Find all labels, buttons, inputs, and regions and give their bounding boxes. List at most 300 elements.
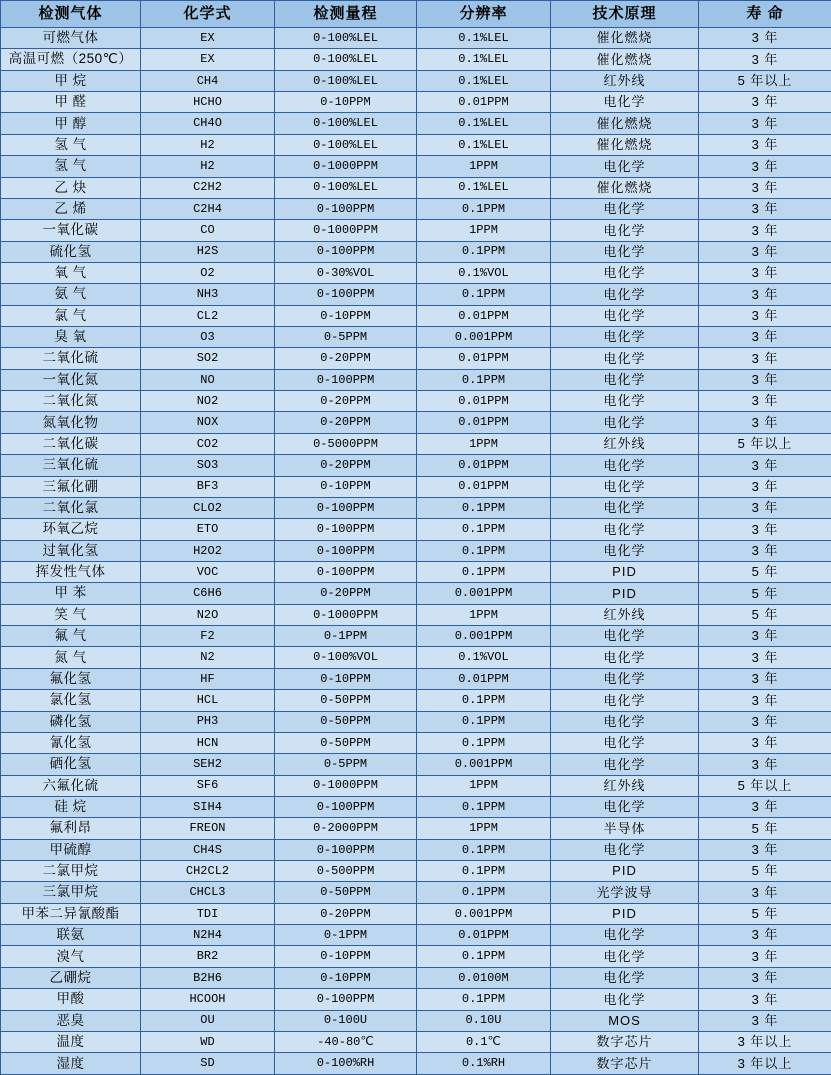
cell-formula: WD	[141, 1031, 275, 1052]
cell-formula: C6H6	[141, 583, 275, 604]
cell-gas: 氟化氢	[1, 668, 141, 689]
cell-formula: CHCL3	[141, 882, 275, 903]
cell-range: 0-100PPM	[275, 497, 417, 518]
cell-gas: 磷化氢	[1, 711, 141, 732]
cell-resolution: 0.1%LEL	[417, 70, 551, 91]
cell-life: 3 年	[699, 882, 831, 903]
table-row	[1, 262, 831, 283]
table-header	[1, 1, 831, 28]
cell-resolution: 0.01PPM	[417, 412, 551, 433]
table-row	[1, 519, 831, 540]
table-row	[1, 561, 831, 582]
cell-range: 0-100U	[275, 1010, 417, 1031]
cell-gas: 温度	[1, 1031, 141, 1052]
cell-formula: C2H4	[141, 198, 275, 219]
cell-gas: 乙 烯	[1, 198, 141, 219]
cell-gas: 二氧化氯	[1, 497, 141, 518]
cell-life: 3 年	[699, 668, 831, 689]
cell-range: 0-1000PPM	[275, 156, 417, 177]
cell-principle: 数字芯片	[551, 1031, 699, 1052]
cell-resolution: 0.1PPM	[417, 796, 551, 817]
cell-range: 0-20PPM	[275, 391, 417, 412]
cell-gas: 一氧化碳	[1, 220, 141, 241]
cell-range: 0-10PPM	[275, 967, 417, 988]
cell-life: 3 年	[699, 732, 831, 753]
cell-life: 3 年	[699, 647, 831, 668]
cell-principle: 电化学	[551, 754, 699, 775]
cell-life: 3 年	[699, 412, 831, 433]
cell-principle: 电化学	[551, 647, 699, 668]
cell-formula: CO2	[141, 433, 275, 454]
cell-resolution: 0.1PPM	[417, 946, 551, 967]
cell-range: 0-1PPM	[275, 626, 417, 647]
table-row	[1, 348, 831, 369]
cell-gas: 二氯甲烷	[1, 861, 141, 882]
cell-formula: CH4	[141, 70, 275, 91]
cell-resolution: 1PPM	[417, 818, 551, 839]
table-row	[1, 28, 831, 49]
cell-formula: C2H2	[141, 177, 275, 198]
cell-life: 3 年	[699, 711, 831, 732]
cell-formula: SO2	[141, 348, 275, 369]
table-header-row	[1, 1, 831, 28]
table-row	[1, 327, 831, 348]
cell-resolution: 0.001PPM	[417, 754, 551, 775]
cell-range: 0-10PPM	[275, 946, 417, 967]
cell-life: 3 年以上	[699, 1053, 831, 1075]
cell-resolution: 0.1PPM	[417, 284, 551, 305]
cell-gas: 氨 气	[1, 284, 141, 305]
cell-life: 3 年以上	[699, 1031, 831, 1052]
cell-principle: 红外线	[551, 604, 699, 625]
cell-range: 0-50PPM	[275, 711, 417, 732]
cell-life: 3 年	[699, 497, 831, 518]
cell-range: 0-5PPM	[275, 754, 417, 775]
table-row	[1, 476, 831, 497]
cell-resolution: 0.001PPM	[417, 626, 551, 647]
cell-formula: SF6	[141, 775, 275, 796]
cell-range: 0-100%LEL	[275, 177, 417, 198]
table-row	[1, 1010, 831, 1031]
cell-resolution: 0.001PPM	[417, 583, 551, 604]
cell-range: 0-100%LEL	[275, 70, 417, 91]
cell-resolution: 0.1PPM	[417, 540, 551, 561]
cell-life: 3 年	[699, 1010, 831, 1031]
table-row	[1, 583, 831, 604]
column-header-resolution: 分辨率	[417, 1, 551, 28]
cell-life: 5 年	[699, 861, 831, 882]
cell-life: 3 年	[699, 49, 831, 70]
cell-gas: 氯 气	[1, 305, 141, 326]
cell-formula: F2	[141, 626, 275, 647]
cell-gas: 过氧化氢	[1, 540, 141, 561]
cell-formula: BR2	[141, 946, 275, 967]
cell-range: 0-1000PPM	[275, 220, 417, 241]
cell-life: 3 年	[699, 241, 831, 262]
cell-principle: 电化学	[551, 198, 699, 219]
cell-principle: 电化学	[551, 925, 699, 946]
cell-resolution: 0.1%RH	[417, 1053, 551, 1075]
cell-resolution: 0.1PPM	[417, 241, 551, 262]
cell-life: 3 年	[699, 134, 831, 155]
cell-formula: H2O2	[141, 540, 275, 561]
cell-resolution: 0.01PPM	[417, 348, 551, 369]
cell-life: 3 年	[699, 519, 831, 540]
table-row	[1, 839, 831, 860]
cell-gas: 笑 气	[1, 604, 141, 625]
cell-formula: HF	[141, 668, 275, 689]
cell-formula: SD	[141, 1053, 275, 1075]
cell-principle: 催化燃烧	[551, 113, 699, 134]
table-row	[1, 925, 831, 946]
cell-range: 0-20PPM	[275, 348, 417, 369]
cell-life: 3 年	[699, 284, 831, 305]
cell-range: 0-100PPM	[275, 284, 417, 305]
cell-principle: 电化学	[551, 220, 699, 241]
table-body	[1, 28, 831, 1075]
table-row	[1, 861, 831, 882]
cell-life: 3 年	[699, 989, 831, 1010]
cell-resolution: 1PPM	[417, 604, 551, 625]
table-row	[1, 775, 831, 796]
table-row	[1, 177, 831, 198]
cell-range: 0-10PPM	[275, 92, 417, 113]
cell-life: 3 年	[699, 796, 831, 817]
cell-formula: H2	[141, 156, 275, 177]
cell-formula: B2H6	[141, 967, 275, 988]
cell-range: 0-100PPM	[275, 796, 417, 817]
cell-principle: 电化学	[551, 839, 699, 860]
cell-principle: PID	[551, 583, 699, 604]
cell-life: 3 年	[699, 327, 831, 348]
cell-resolution: 0.1PPM	[417, 989, 551, 1010]
table-row	[1, 946, 831, 967]
cell-resolution: 1PPM	[417, 433, 551, 454]
cell-formula: VOC	[141, 561, 275, 582]
cell-principle: PID	[551, 903, 699, 924]
table-row	[1, 412, 831, 433]
table-row	[1, 198, 831, 219]
cell-gas: 氢 气	[1, 134, 141, 155]
cell-resolution: 0.1PPM	[417, 732, 551, 753]
cell-range: 0-100PPM	[275, 519, 417, 540]
table-row	[1, 540, 831, 561]
cell-gas: 氧 气	[1, 262, 141, 283]
table-row	[1, 70, 831, 91]
cell-principle: 电化学	[551, 284, 699, 305]
cell-life: 3 年	[699, 455, 831, 476]
cell-gas: 环氧乙烷	[1, 519, 141, 540]
cell-range: 0-100%LEL	[275, 49, 417, 70]
cell-formula: EX	[141, 28, 275, 49]
cell-gas: 三氧化硫	[1, 455, 141, 476]
cell-principle: 电化学	[551, 412, 699, 433]
cell-resolution: 0.1PPM	[417, 519, 551, 540]
cell-life: 3 年	[699, 220, 831, 241]
cell-formula: SO3	[141, 455, 275, 476]
cell-principle: 电化学	[551, 626, 699, 647]
cell-range: 0-100PPM	[275, 839, 417, 860]
column-header-gas: 检测气体	[1, 1, 141, 28]
cell-gas: 甲酸	[1, 989, 141, 1010]
cell-resolution: 0.1PPM	[417, 497, 551, 518]
cell-range: 0-50PPM	[275, 882, 417, 903]
cell-formula: ETO	[141, 519, 275, 540]
table-row	[1, 818, 831, 839]
table-row	[1, 92, 831, 113]
cell-range: 0-1PPM	[275, 925, 417, 946]
table-row	[1, 796, 831, 817]
cell-life: 5 年	[699, 903, 831, 924]
cell-resolution: 0.0100M	[417, 967, 551, 988]
cell-life: 3 年	[699, 305, 831, 326]
cell-formula: N2H4	[141, 925, 275, 946]
cell-gas: 臭 氧	[1, 327, 141, 348]
cell-range: 0-100PPM	[275, 369, 417, 390]
cell-gas: 氰化氢	[1, 732, 141, 753]
cell-principle: 红外线	[551, 70, 699, 91]
cell-range: 0-5PPM	[275, 327, 417, 348]
cell-formula: N2	[141, 647, 275, 668]
cell-principle: MOS	[551, 1010, 699, 1031]
cell-life: 3 年	[699, 348, 831, 369]
cell-formula: NO2	[141, 391, 275, 412]
cell-life: 5 年	[699, 818, 831, 839]
cell-resolution: 0.1℃	[417, 1031, 551, 1052]
cell-principle: 催化燃烧	[551, 28, 699, 49]
cell-range: 0-20PPM	[275, 412, 417, 433]
cell-principle: 电化学	[551, 241, 699, 262]
table-row	[1, 433, 831, 454]
table-row	[1, 882, 831, 903]
cell-gas: 一氧化氮	[1, 369, 141, 390]
cell-resolution: 0.1%VOL	[417, 647, 551, 668]
cell-gas: 挥发性气体	[1, 561, 141, 582]
cell-life: 3 年	[699, 28, 831, 49]
table-row	[1, 49, 831, 70]
cell-gas: 六氟化硫	[1, 775, 141, 796]
table-row	[1, 497, 831, 518]
cell-formula: HCN	[141, 732, 275, 753]
cell-principle: 催化燃烧	[551, 134, 699, 155]
cell-formula: TDI	[141, 903, 275, 924]
cell-range: 0-30%VOL	[275, 262, 417, 283]
cell-principle: 红外线	[551, 775, 699, 796]
cell-gas: 氢 气	[1, 156, 141, 177]
cell-principle: 电化学	[551, 391, 699, 412]
cell-resolution: 0.1%LEL	[417, 28, 551, 49]
cell-range: 0-5000PPM	[275, 433, 417, 454]
cell-principle: 电化学	[551, 497, 699, 518]
cell-gas: 氟利昂	[1, 818, 141, 839]
column-header-principle: 技术原理	[551, 1, 699, 28]
table-row	[1, 241, 831, 262]
cell-range: 0-100%LEL	[275, 28, 417, 49]
cell-resolution: 0.1PPM	[417, 839, 551, 860]
cell-gas: 氮 气	[1, 647, 141, 668]
cell-range: 0-100PPM	[275, 561, 417, 582]
cell-range: 0-20PPM	[275, 455, 417, 476]
cell-gas: 湿度	[1, 1053, 141, 1075]
cell-range: 0-100%LEL	[275, 113, 417, 134]
cell-formula: CLO2	[141, 497, 275, 518]
cell-formula: HCL	[141, 690, 275, 711]
cell-resolution: 0.01PPM	[417, 668, 551, 689]
table-row	[1, 391, 831, 412]
cell-range: 0-10PPM	[275, 305, 417, 326]
cell-principle: 催化燃烧	[551, 177, 699, 198]
cell-life: 3 年	[699, 156, 831, 177]
cell-formula: N2O	[141, 604, 275, 625]
cell-resolution: 1PPM	[417, 220, 551, 241]
cell-life: 3 年	[699, 540, 831, 561]
column-header-range: 检测量程	[275, 1, 417, 28]
cell-resolution: 0.10U	[417, 1010, 551, 1031]
table-row	[1, 1053, 831, 1075]
cell-range: 0-100PPM	[275, 198, 417, 219]
cell-life: 3 年	[699, 690, 831, 711]
table-row	[1, 284, 831, 305]
cell-life: 3 年	[699, 839, 831, 860]
cell-life: 3 年	[699, 369, 831, 390]
cell-life: 3 年	[699, 113, 831, 134]
table-row	[1, 220, 831, 241]
cell-resolution: 0.1PPM	[417, 369, 551, 390]
cell-life: 5 年以上	[699, 70, 831, 91]
cell-formula: CH4O	[141, 113, 275, 134]
cell-range: 0-20PPM	[275, 903, 417, 924]
cell-resolution: 0.1%LEL	[417, 113, 551, 134]
cell-principle: 电化学	[551, 156, 699, 177]
cell-range: 0-100PPM	[275, 241, 417, 262]
cell-gas: 甲苯二异氰酸酯	[1, 903, 141, 924]
cell-resolution: 0.001PPM	[417, 903, 551, 924]
cell-gas: 硫化氢	[1, 241, 141, 262]
cell-formula: O2	[141, 262, 275, 283]
cell-formula: HCHO	[141, 92, 275, 113]
cell-resolution: 0.1%VOL	[417, 262, 551, 283]
cell-life: 5 年以上	[699, 775, 831, 796]
cell-gas: 乙 炔	[1, 177, 141, 198]
cell-formula: CL2	[141, 305, 275, 326]
cell-range: 0-2000PPM	[275, 818, 417, 839]
cell-life: 3 年	[699, 391, 831, 412]
cell-principle: 红外线	[551, 433, 699, 454]
cell-gas: 高温可燃（250℃）	[1, 49, 141, 70]
cell-resolution: 0.1PPM	[417, 882, 551, 903]
cell-range: 0-10PPM	[275, 668, 417, 689]
cell-life: 5 年	[699, 561, 831, 582]
cell-principle: 电化学	[551, 476, 699, 497]
cell-gas: 氮氧化物	[1, 412, 141, 433]
cell-principle: 电化学	[551, 519, 699, 540]
cell-life: 3 年	[699, 946, 831, 967]
cell-principle: 电化学	[551, 455, 699, 476]
cell-gas: 三氯甲烷	[1, 882, 141, 903]
table-row	[1, 989, 831, 1010]
cell-life: 3 年	[699, 925, 831, 946]
cell-range: 0-1000PPM	[275, 775, 417, 796]
cell-gas: 氟 气	[1, 626, 141, 647]
table-row	[1, 967, 831, 988]
table-row	[1, 604, 831, 625]
table-row	[1, 156, 831, 177]
cell-principle: 电化学	[551, 369, 699, 390]
cell-formula: FREON	[141, 818, 275, 839]
cell-principle: 电化学	[551, 946, 699, 967]
cell-formula: OU	[141, 1010, 275, 1031]
cell-life: 3 年	[699, 177, 831, 198]
cell-principle: PID	[551, 861, 699, 882]
cell-principle: 电化学	[551, 732, 699, 753]
cell-formula: O3	[141, 327, 275, 348]
cell-formula: SEH2	[141, 754, 275, 775]
cell-resolution: 0.001PPM	[417, 327, 551, 348]
cell-resolution: 0.01PPM	[417, 925, 551, 946]
cell-formula: CH2CL2	[141, 861, 275, 882]
cell-resolution: 1PPM	[417, 775, 551, 796]
cell-formula: H2S	[141, 241, 275, 262]
cell-resolution: 0.1%LEL	[417, 134, 551, 155]
cell-gas: 氯化氢	[1, 690, 141, 711]
cell-formula: NH3	[141, 284, 275, 305]
cell-resolution: 0.1PPM	[417, 690, 551, 711]
column-header-life: 寿 命	[699, 1, 831, 28]
cell-formula: NOX	[141, 412, 275, 433]
cell-life: 3 年	[699, 198, 831, 219]
cell-gas: 溴气	[1, 946, 141, 967]
table-row	[1, 711, 831, 732]
cell-principle: 电化学	[551, 967, 699, 988]
cell-range: 0-50PPM	[275, 690, 417, 711]
table-row	[1, 113, 831, 134]
cell-resolution: 1PPM	[417, 156, 551, 177]
cell-range: 0-100PPM	[275, 540, 417, 561]
cell-life: 3 年	[699, 626, 831, 647]
table-row	[1, 903, 831, 924]
cell-life: 5 年	[699, 604, 831, 625]
cell-gas: 乙硼烷	[1, 967, 141, 988]
cell-principle: 半导体	[551, 818, 699, 839]
cell-principle: 电化学	[551, 668, 699, 689]
table-row	[1, 732, 831, 753]
cell-resolution: 0.01PPM	[417, 391, 551, 412]
cell-life: 3 年	[699, 754, 831, 775]
table-row	[1, 626, 831, 647]
cell-gas: 三氟化硼	[1, 476, 141, 497]
cell-formula: CH4S	[141, 839, 275, 860]
cell-gas: 恶臭	[1, 1010, 141, 1031]
table-row	[1, 1031, 831, 1052]
cell-principle: 电化学	[551, 262, 699, 283]
cell-formula: SIH4	[141, 796, 275, 817]
cell-life: 3 年	[699, 967, 831, 988]
cell-principle: 光学波导	[551, 882, 699, 903]
cell-principle: 电化学	[551, 327, 699, 348]
cell-gas: 硒化氢	[1, 754, 141, 775]
cell-principle: 催化燃烧	[551, 49, 699, 70]
cell-range: 0-100%RH	[275, 1053, 417, 1075]
cell-principle: 数字芯片	[551, 1053, 699, 1075]
cell-life: 3 年	[699, 92, 831, 113]
cell-gas: 二氧化硫	[1, 348, 141, 369]
cell-life: 5 年以上	[699, 433, 831, 454]
cell-life: 3 年	[699, 476, 831, 497]
cell-formula: EX	[141, 49, 275, 70]
table-row	[1, 754, 831, 775]
cell-principle: 电化学	[551, 711, 699, 732]
cell-resolution: 0.01PPM	[417, 476, 551, 497]
